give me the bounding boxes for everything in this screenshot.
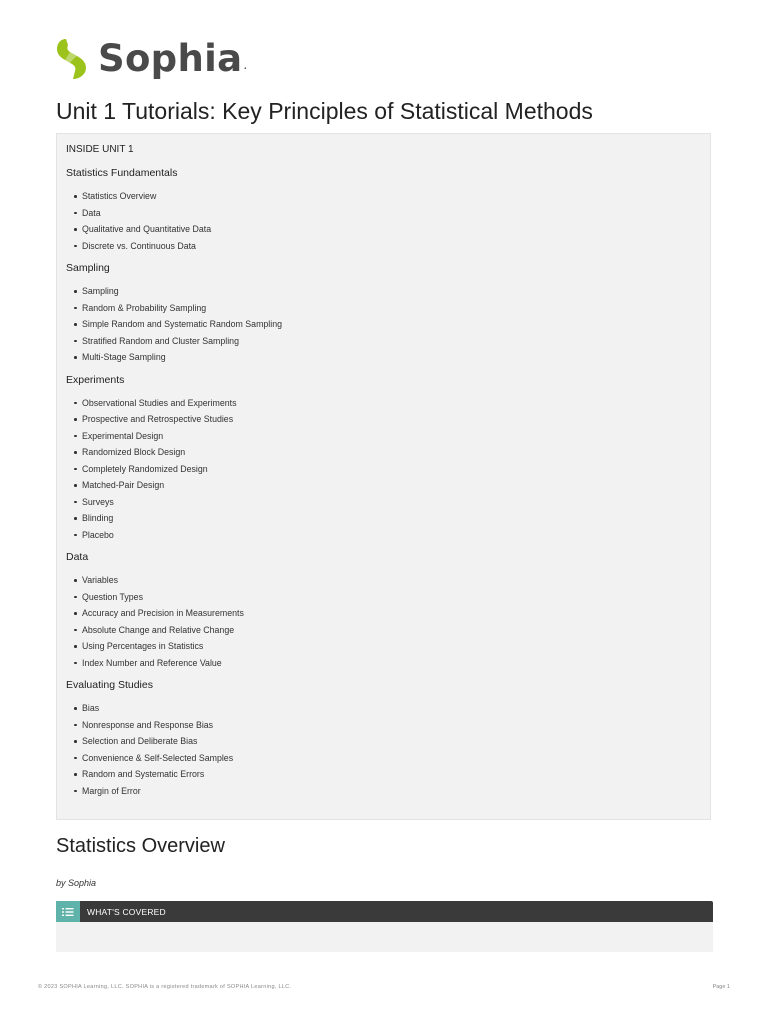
section-heading: Statistics Fundamentals: [66, 167, 178, 179]
topic-item[interactable]: Matched-Pair Design: [66, 477, 701, 494]
topic-item[interactable]: Qualitative and Quantitative Data: [66, 221, 701, 238]
topic-item[interactable]: Completely Randomized Design: [66, 461, 701, 478]
whats-covered-label: WHAT'S COVERED: [87, 906, 166, 917]
topic-item[interactable]: Discrete vs. Continuous Data: [66, 238, 701, 255]
topic-item[interactable]: Observational Studies and Experiments: [66, 395, 701, 412]
topic-item[interactable]: Randomized Block Design: [66, 444, 701, 461]
section-heading: Evaluating Studies: [66, 679, 153, 691]
topic-list: [66, 188, 701, 254]
brand-name: Sophia: [98, 37, 243, 80]
topic-list: [66, 283, 701, 366]
whats-covered-bar: [56, 901, 713, 922]
sophia-logo: [56, 36, 247, 82]
section-evaluating-studies: [66, 679, 701, 799]
section-data: [66, 551, 701, 671]
footer-page-number: Page 1: [712, 984, 730, 990]
inside-unit-label: INSIDE UNIT 1: [66, 144, 134, 155]
section-heading: Experiments: [66, 373, 125, 386]
topic-item[interactable]: Prospective and Retrospective Studies: [66, 411, 701, 428]
topic-item[interactable]: Multi-Stage Sampling: [66, 349, 701, 366]
topic-item[interactable]: Selection and Deliberate Bias: [66, 733, 701, 750]
topic-item[interactable]: Bias: [66, 700, 701, 717]
section-sampling: [66, 262, 701, 366]
sophia-leaf-icon: [56, 37, 88, 81]
topic-item[interactable]: Random & Probability Sampling: [66, 300, 701, 317]
section-statistics-fundamentals: [66, 167, 701, 254]
topic-list: [66, 700, 701, 799]
topic-item[interactable]: Sampling: [66, 283, 701, 300]
topic-list: [66, 395, 701, 544]
section-heading: Data: [66, 551, 89, 563]
whats-covered-body: [56, 922, 713, 952]
byline: by Sophia: [56, 878, 97, 888]
topic-item[interactable]: Statistics Overview: [66, 188, 701, 205]
topic-item[interactable]: Nonresponse and Response Bias: [66, 717, 701, 734]
section-experiments: [66, 374, 701, 544]
topic-item[interactable]: Index Number and Reference Value: [66, 655, 701, 672]
topic-item[interactable]: Using Percentages in Statistics: [66, 638, 701, 655]
topic-item[interactable]: Data: [66, 205, 701, 222]
lesson-title: Statistics Overview: [56, 835, 225, 857]
inside-unit-box: [56, 133, 711, 820]
topic-item[interactable]: Experimental Design: [66, 428, 701, 445]
brand-dot: .: [243, 56, 248, 72]
topic-item[interactable]: Absolute Change and Relative Change: [66, 622, 701, 639]
topic-list: [66, 572, 701, 671]
section-heading: Sampling: [66, 262, 110, 274]
topic-item[interactable]: Surveys: [66, 494, 701, 511]
list-icon: [56, 901, 80, 922]
topic-item[interactable]: Margin of Error: [66, 783, 701, 800]
topic-item[interactable]: Simple Random and Systematic Random Sampling: [66, 316, 701, 333]
page-title: Unit 1 Tutorials: Key Principles of Statistical Methods: [56, 98, 593, 124]
topic-item[interactable]: Random and Systematic Errors: [66, 766, 701, 783]
footer-copyright: © 2023 SOPHIA Learning, LLC. SOPHIA is a registered trademark of SOPHIA Learning, LLC.: [38, 984, 292, 990]
topic-item[interactable]: Convenience & Self-Selected Samples: [66, 750, 701, 767]
topic-item[interactable]: Question Types: [66, 589, 701, 606]
topic-item[interactable]: Stratified Random and Cluster Sampling: [66, 333, 701, 350]
topic-item[interactable]: Placebo: [66, 527, 701, 544]
topic-item[interactable]: Blinding: [66, 510, 701, 527]
topic-item[interactable]: Accuracy and Precision in Measurements: [66, 605, 701, 622]
topic-item[interactable]: Variables: [66, 572, 701, 589]
